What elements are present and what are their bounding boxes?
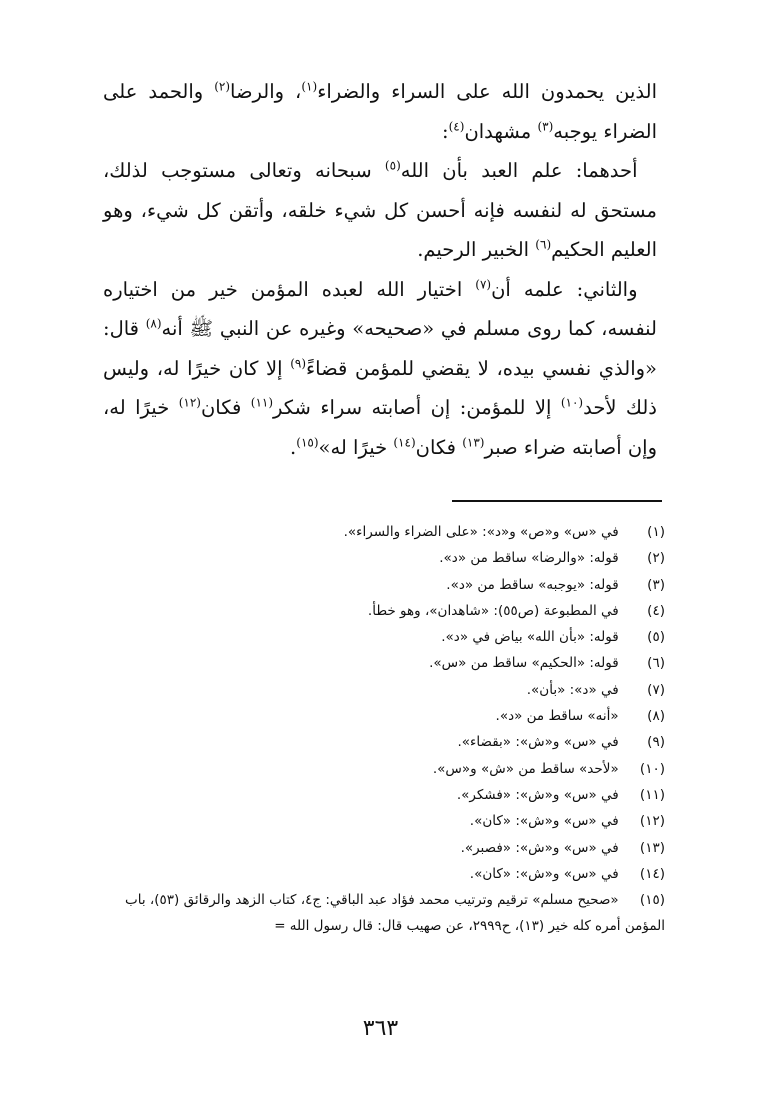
text-segment: . — [290, 435, 297, 459]
footnote-number: (٥) — [647, 629, 665, 646]
footnote-text: «لأحد» ساقط من «ش» و«س». — [432, 760, 619, 777]
paragraph-2 — [103, 151, 657, 270]
footnote-ref-2: (٢) — [214, 79, 231, 94]
footnote-ref-6: (٦) — [535, 237, 552, 252]
footnote-text: «أنه» ساقط من «د». — [495, 708, 619, 725]
footnote-divider — [452, 500, 662, 502]
text-segment: الخبير الرحيم. — [417, 238, 536, 261]
text-segment: فكان — [415, 435, 463, 459]
footnote-item — [95, 703, 665, 729]
footnote-number: (١٠) — [639, 760, 665, 777]
footnote-text: قوله: «بأن الله» بياض في «د». — [441, 629, 619, 646]
footnote-item — [95, 598, 665, 624]
footnote-item — [95, 835, 665, 861]
footnotes-list — [95, 519, 665, 940]
text-segment: فكان — [200, 396, 251, 419]
footnote-text: في «س» و«ش»: «بقضاء». — [457, 734, 619, 751]
footnote-ref-13: (١٣) — [462, 435, 485, 449]
footnote-item — [95, 624, 665, 650]
footnote-number: (١) — [647, 524, 665, 540]
footnote-number: (٨) — [647, 708, 665, 725]
footnote-ref-1: (١) — [301, 79, 318, 94]
footnote-ref-5: (٥) — [384, 158, 401, 173]
footnote-text: في «س» و«ص» و«د»: «على الضراء والسراء». — [343, 524, 619, 540]
text-segment: والثاني: علمه أن — [491, 277, 638, 301]
text-segment: اختيار الله لعبده المؤمن خير من اختياره لنفسه، كما روى مسلم في «صحيحه» وغيره عن النبي ﷺ أنه — [103, 277, 658, 340]
text-segment: الذين يحمدون الله على السراء والضراء — [317, 80, 657, 103]
paragraph-1 — [103, 72, 657, 151]
footnote-item — [95, 756, 665, 782]
footnote-ref-10: (١٠) — [560, 395, 584, 410]
footnote-ref-8: (٨) — [145, 316, 162, 331]
footnote-text: في «س» و«ش»: «فشكر». — [456, 786, 619, 803]
footnote-text: في «د»: «بأن». — [526, 681, 619, 698]
text-segment: خيرًا له، وإن أصابته ضراء صبر — [103, 396, 657, 459]
text-segment: إلا للمؤمن: إن أصابته سراء شكر — [273, 396, 561, 419]
footnote-text: قوله: «يوجبه» ساقط من «د». — [446, 576, 619, 593]
footnote-item — [95, 729, 665, 755]
text-segment: إلا كان خيرًا له، وليس ذلك لأحد — [103, 356, 657, 419]
footnote-ref-3: (٣) — [537, 119, 554, 133]
footnote-ref-9: (٩) — [290, 356, 307, 370]
footnote-text: قوله: «الحكيم» ساقط من «س». — [429, 655, 619, 672]
text-segment: سبحانه وتعالى مستوجب لذلك، مستحق له لنفسه فإنه أحسن كل شيء خلقه، وأتقن كل شيء، وهو العليم الحكيم — [103, 159, 657, 261]
text-segment: ، والرضا — [230, 80, 302, 103]
footnote-number: (١٢) — [639, 813, 665, 830]
footnote-number: (٤) — [647, 602, 665, 619]
footnote-text: في المطبوعة (ص٥٥): «شاهدان»، وهو خطأ. — [367, 602, 619, 619]
footnote-ref-4: (٤) — [448, 119, 465, 133]
footnote-ref-14: (١٤) — [393, 435, 416, 449]
footnote-item — [95, 808, 665, 834]
footnote-item — [95, 545, 665, 571]
footnote-ref-15: (١٥) — [296, 435, 319, 449]
footnote-item — [95, 887, 665, 940]
footnote-item — [95, 572, 665, 598]
footnote-number: (٧) — [647, 681, 665, 698]
main-text — [103, 72, 657, 467]
footnote-number: (١١) — [639, 786, 665, 803]
footnote-item — [95, 677, 665, 703]
text-segment: والحمد على الضراء يوجبه — [103, 80, 657, 143]
footnote-number: (١٣) — [639, 839, 665, 856]
text-segment: أحدهما: علم العبد بأن الله — [400, 159, 638, 182]
footnote-text: في «س» و«ش»: «فصبر». — [460, 839, 619, 856]
footnote-number: (١٤) — [639, 865, 665, 882]
footnote-number: (٦) — [647, 655, 665, 672]
footnote-text: قوله: «والرضا» ساقط من «د». — [439, 550, 619, 567]
footnote-item — [95, 782, 665, 808]
text-segment: : — [442, 119, 449, 143]
footnote-number: (٢) — [647, 550, 665, 567]
footnote-number: (١٥) — [639, 892, 665, 909]
footnote-item — [95, 650, 665, 676]
footnote-number: (٣) — [647, 576, 665, 593]
text-segment: خيرًا له» — [318, 435, 394, 459]
text-segment: قال: «والذي نفسي بيده، لا يقضي للمؤمن قضاءً — [103, 317, 657, 380]
footnote-ref-12: (١٢) — [178, 395, 201, 410]
footnote-text: «صحيح مسلم» ترقيم وترتيب محمد فؤاد عبد الباقي: ج٤، كتاب الزهد والرقائق (٥٣)، باب المؤمن أمره كله خير (١٣)، ح٢٩٩٩، عن صهيب قال: قال رسول الله = — [125, 892, 665, 935]
paragraph-3 — [103, 270, 657, 468]
footnote-item — [95, 519, 665, 545]
footnote-number: (٩) — [647, 734, 665, 751]
footnote-item — [95, 861, 665, 887]
page-number: ٣٦٣ — [362, 1016, 399, 1041]
footnote-text: في «س» و«ش»: «كان». — [469, 813, 619, 830]
footnote-ref-11: (١١) — [250, 395, 274, 410]
footnote-text: في «س» و«ش»: «كان». — [469, 865, 619, 882]
text-segment: مشهدان — [464, 119, 538, 143]
footnote-ref-7: (٧) — [475, 277, 492, 291]
